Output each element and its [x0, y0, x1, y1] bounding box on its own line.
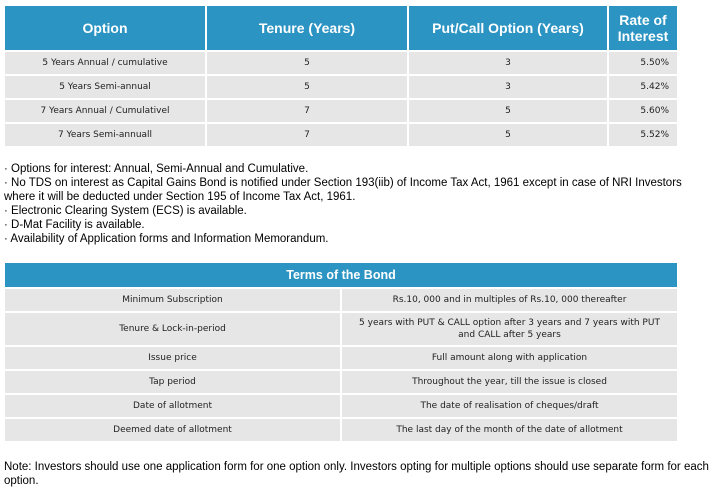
term-label: Tap period: [5, 371, 340, 393]
note-item: · No TDS on interest as Capital Gains Bond is notified under Section 193(iib) of Income Tax Act, 1961 except in case of NRI Investors where it will be deducted under Section 195 of Income Tax Act, 1961.: [4, 177, 682, 203]
term-value: Throughout the year, till the issue is closed: [342, 371, 677, 393]
table-row: [5, 76, 677, 98]
term-label: Date of allotment: [5, 395, 340, 417]
note-item: · Options for interest: Annual, Semi-Annual and Cumulative.: [4, 163, 309, 175]
cell-rate: 5.42%: [609, 76, 677, 98]
term-value: The last day of the month of the date of allotment: [342, 419, 677, 441]
features-notes: [4, 162, 704, 246]
table-row: [5, 100, 677, 122]
header-option: Option: [5, 6, 205, 50]
cell-tenure: 7: [207, 124, 407, 146]
cell-rate: 5.50%: [609, 52, 677, 74]
header-tenure: Tenure (Years): [207, 6, 407, 50]
note-item: · D-Mat Facility is available.: [4, 219, 145, 231]
terms-table-container: [3, 261, 679, 443]
terms-title: Terms of the Bond: [5, 263, 677, 287]
term-value: Full amount along with application: [342, 347, 677, 369]
term-value: The date of realisation of cheques/draft: [342, 395, 677, 417]
cell-rate: 5.60%: [609, 100, 677, 122]
terms-table: [3, 261, 679, 443]
term-value: 5 years with PUT & CALL option after 3 years and 7 years with PUT and CALL after 5 years: [342, 313, 677, 345]
cell-put-call: 3: [409, 52, 607, 74]
cell-put-call: 5: [409, 100, 607, 122]
table-row: [5, 419, 677, 441]
table-row: [5, 371, 677, 393]
term-label: Tenure & Lock-in-period: [5, 313, 340, 345]
table-row: [5, 313, 677, 345]
term-value: Rs.10, 000 and in multiples of Rs.10, 000 thereafter: [342, 289, 677, 311]
table-row: [5, 52, 677, 74]
cell-option: 5 Years Annual / cumulative: [5, 52, 205, 74]
cell-option: 5 Years Semi-annual: [5, 76, 205, 98]
cell-option: 7 Years Semi-annuall: [5, 124, 205, 146]
term-label: Deemed date of allotment: [5, 419, 340, 441]
note-item: · Availability of Application forms and Information Memorandum.: [4, 233, 329, 245]
terms-header-row: [5, 263, 677, 287]
cell-put-call: 3: [409, 76, 607, 98]
cell-tenure: 7: [207, 100, 407, 122]
options-table: [3, 4, 679, 148]
table-row: [5, 347, 677, 369]
table-row: [5, 289, 677, 311]
cell-put-call: 5: [409, 124, 607, 146]
table-row: [5, 124, 677, 146]
term-label: Minimum Subscription: [5, 289, 340, 311]
cell-tenure: 5: [207, 52, 407, 74]
table-row: [5, 395, 677, 417]
term-label: Issue price: [5, 347, 340, 369]
options-table-header-row: [5, 6, 677, 50]
header-put-call: Put/Call Option (Years): [409, 6, 607, 50]
options-table-container: [3, 4, 679, 148]
cell-option: 7 Years Annual / Cumulativel: [5, 100, 205, 122]
header-rate: Rate of Interest: [609, 6, 677, 50]
footnote: Note: Investors should use one application form for one option only. Investors opting for multiple options should use separate form for each option.: [4, 461, 709, 487]
cell-tenure: 5: [207, 76, 407, 98]
note-item: · Electronic Clearing System (ECS) is available.: [4, 205, 247, 217]
cell-rate: 5.52%: [609, 124, 677, 146]
